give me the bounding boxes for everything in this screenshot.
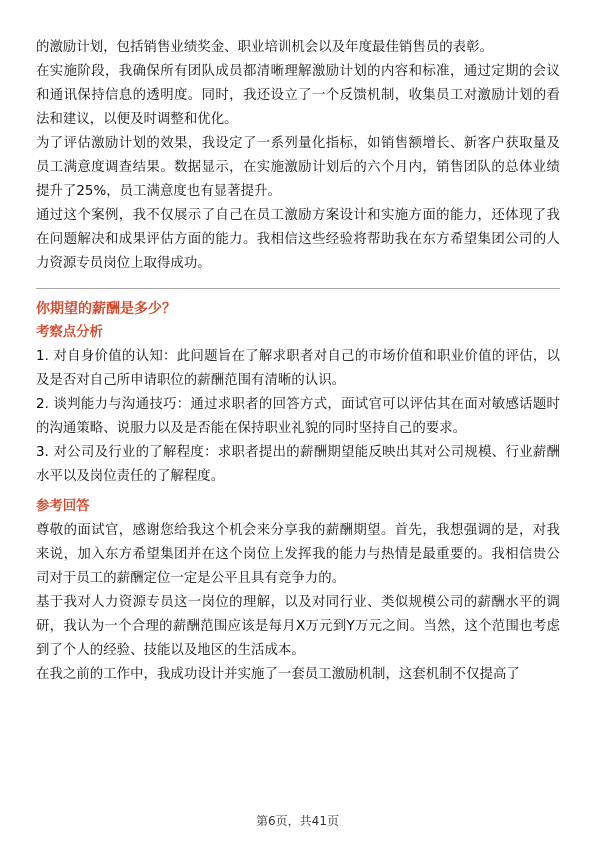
answer-paragraph-1: 尊敬的面试官，感谢您给我这个机会来分享我的薪酬期望。首先，我想强调的是，对我来说，加入东方希望集团并在这个岗位上发挥我的能力与热情是最重要的。我相信贵公司对于员工的薪酬定位一定是公平且具有竞争力的。 xyxy=(36,523,560,586)
analysis-item-3: 3. 对公司及行业的了解程度：求职者提出的薪酬期望能反映出其对公司规模、行业薪酬水平以及岗位责任的了解程度。 xyxy=(36,445,560,484)
analysis-item-1: 1. 对自身价值的认知：此问题旨在了解求职者对自己的市场价值和职业价值的评估，以及是否对自己所申请职位的薪酬范围有清晰的认识。 xyxy=(36,349,560,388)
answer-heading: 参考回答 xyxy=(36,499,90,514)
analysis-heading: 考察点分析 xyxy=(36,325,103,340)
question-title: 你期望的薪酬是多少？ xyxy=(36,301,176,317)
intro-paragraph-4: 通过这个案例，我不仅展示了自己在员工激励方案设计和实施方面的能力，还体现了我在问题解决和成果评估方面的能力。我相信这些经验将帮助我在东方希望集团公司的人力资源专员岗位上取得成功。 xyxy=(36,208,560,271)
intro-paragraph-3: 为了评估激励计划的效果，我设定了一系列量化指标，如销售额增长、新客户获取量及员工满意度调查结果。数据显示，在实施激励计划后的六个月内，销售团队的总体业绩提升了25%，员工满意度也有显著提升。 xyxy=(36,136,560,199)
answer-paragraph-2: 基于我对人力资源专员这一岗位的理解，以及对同行业、类似规模公司的薪酬水平的调研，我认为一个合理的薪酬范围应该是每月X万元到Y万元之间。当然，这个范围也考虑到了个人的经验、技能以及地区的生活成本。 xyxy=(36,595,560,658)
page-number: 第6页，共41页 xyxy=(256,814,339,828)
intro-paragraph-1: 的激励计划，包括销售业绩奖金、职业培训机会以及年度最佳销售员的表彰。 xyxy=(36,40,493,55)
section-divider xyxy=(36,288,560,289)
page-content xyxy=(36,36,560,687)
intro-paragraph-2: 在实施阶段，我确保所有团队成员都清晰理解激励计划的内容和标准，通过定期的会议和通讯保持信息的透明度。同时，我还设立了一个反馈机制，收集员工对激励计划的看法和建议，以便及时调整和优化。 xyxy=(36,64,560,127)
answer-paragraph-3: 在我之前的工作中，我成功设计并实施了一套员工激励机制，这套机制不仅提高了 xyxy=(36,667,520,682)
analysis-item-2: 2. 谈判能力与沟通技巧：通过求职者的回答方式，面试官可以评估其在面对敏感话题时的沟通策略、说服力以及是否能在保持职业礼貌的同时坚持自己的要求。 xyxy=(36,397,560,436)
